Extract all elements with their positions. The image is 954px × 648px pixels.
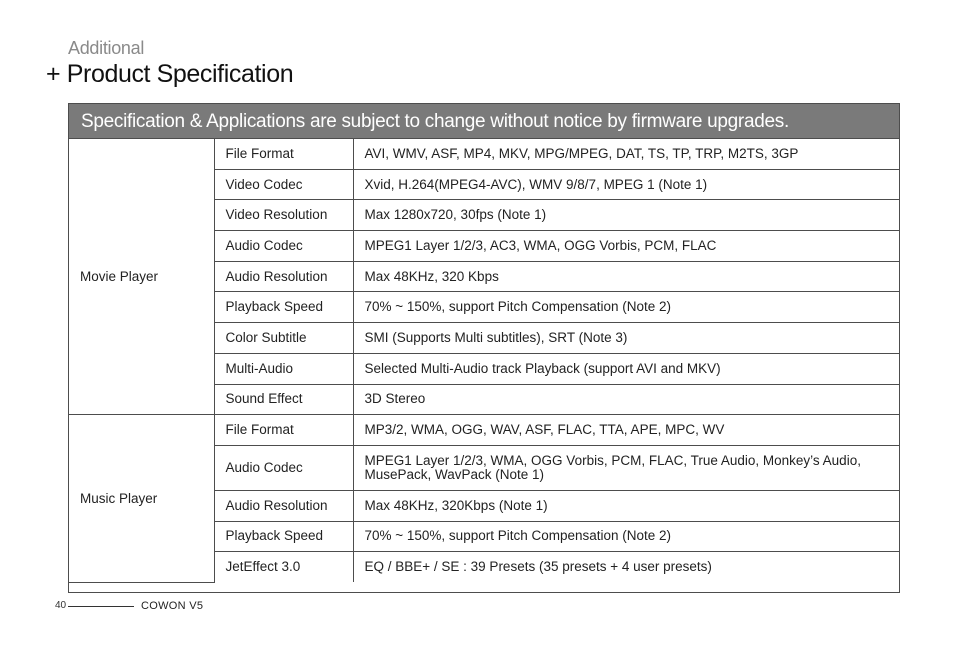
spec-table-container: [68, 103, 900, 593]
value-cell: SMI (Supports Multi subtitles), SRT (Note 3): [353, 323, 899, 354]
page-title: + Product Specification: [46, 60, 294, 88]
value-cell: Max 48KHz, 320Kbps (Note 1): [353, 490, 899, 521]
feature-cell: Audio Resolution: [214, 490, 353, 521]
feature-cell: JetEffect 3.0: [214, 552, 353, 583]
page-number: 40: [55, 600, 67, 611]
value-cell: Max 48KHz, 320 Kbps: [353, 261, 899, 292]
notice-banner: Specification & Applications are subject to change without notice by firmware upgrades.: [69, 104, 899, 138]
value-cell: MPEG1 Layer 1/2/3, WMA, OGG Vorbis, PCM, FLAC, True Audio, Monkey’s Audio, MusePack, WavPack (Note 1): [353, 445, 899, 490]
footer-rule: [68, 606, 134, 607]
feature-cell: File Format: [214, 139, 353, 170]
feature-cell: Multi-Audio: [214, 353, 353, 384]
footer-brand: COWON V5: [141, 600, 204, 612]
table-row: [69, 415, 899, 446]
feature-cell: Playback Speed: [214, 521, 353, 552]
value-cell: Xvid, H.264(MPEG4-AVC), WMV 9/8/7, MPEG 1 (Note 1): [353, 169, 899, 200]
value-cell: 70% ~ 150%, support Pitch Compensation (Note 2): [353, 521, 899, 552]
feature-cell: Playback Speed: [214, 292, 353, 323]
value-cell: MPEG1 Layer 1/2/3, AC3, WMA, OGG Vorbis, PCM, FLAC: [353, 231, 899, 262]
category-cell-music-player: Music Player: [69, 415, 214, 583]
spec-table: [69, 138, 899, 583]
value-cell: Max 1280x720, 30fps (Note 1): [353, 200, 899, 231]
value-cell: AVI, WMV, ASF, MP4, MKV, MPG/MPEG, DAT, TS, TP, TRP, M2TS, 3GP: [353, 139, 899, 170]
category-cell-movie-player: Movie Player: [69, 139, 214, 415]
feature-cell: Color Subtitle: [214, 323, 353, 354]
value-cell: EQ / BBE+ / SE : 39 Presets (35 presets + 4 user presets): [353, 552, 899, 583]
feature-cell: Sound Effect: [214, 384, 353, 415]
feature-cell: Audio Codec: [214, 231, 353, 262]
section-kicker: Additional: [68, 38, 145, 58]
value-cell: Selected Multi-Audio track Playback (support AVI and MKV): [353, 353, 899, 384]
table-row: [69, 139, 899, 170]
feature-cell: Audio Codec: [214, 445, 353, 490]
value-cell: MP3/2, WMA, OGG, WAV, ASF, FLAC, TTA, APE, MPC, WV: [353, 415, 899, 446]
value-cell: 3D Stereo: [353, 384, 899, 415]
feature-cell: Video Codec: [214, 169, 353, 200]
value-cell: 70% ~ 150%, support Pitch Compensation (Note 2): [353, 292, 899, 323]
feature-cell: File Format: [214, 415, 353, 446]
feature-cell: Video Resolution: [214, 200, 353, 231]
feature-cell: Audio Resolution: [214, 261, 353, 292]
